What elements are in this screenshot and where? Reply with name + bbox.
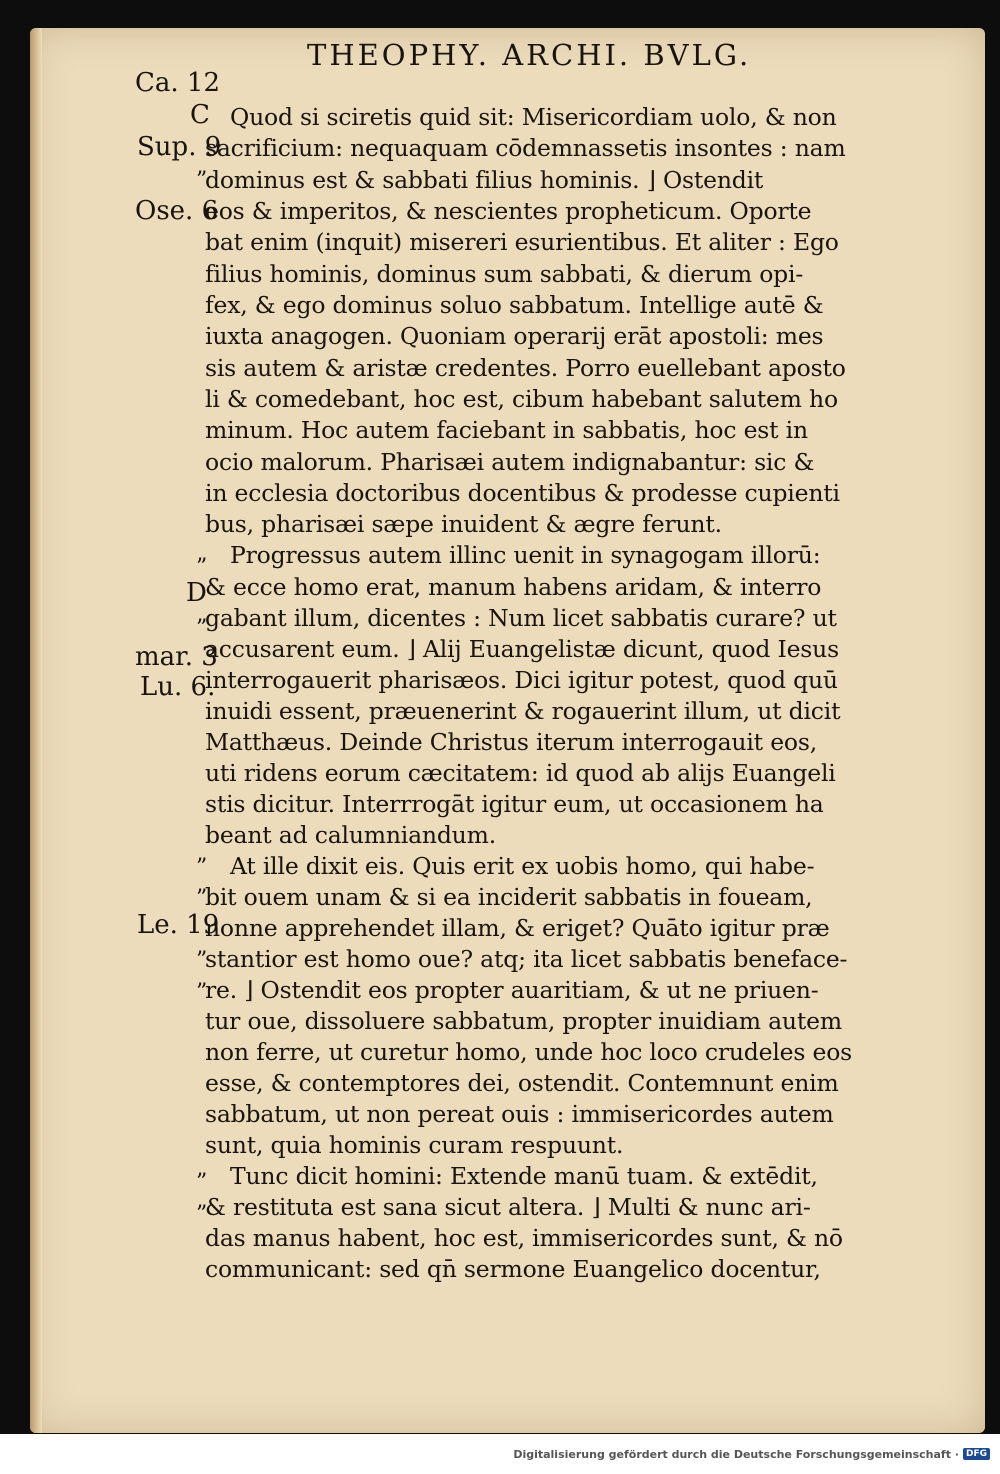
dfg-logo: DFG xyxy=(963,1448,990,1460)
text-line: Quod si sciretis quid sit: Misericordiam uolo, & non xyxy=(230,103,837,131)
text-line: uti ridens eorum cæcitatem: id quod ab alijs Euangeli xyxy=(205,759,836,787)
text-line: sunt, quia hominis curam respuunt. xyxy=(205,1131,624,1159)
margin-quote-mark: ” xyxy=(196,616,208,641)
text-line: sis autem & aristæ credentes. Porro euellebant aposto xyxy=(205,354,846,382)
text-line: stis dicitur. Interrrogāt igitur eum, ut occasionem ha xyxy=(205,790,824,818)
footer-bar xyxy=(0,1434,1000,1474)
text-line: eos & imperitos, & nescientes propheticum. Oporte xyxy=(205,197,812,225)
margin-quote-mark: ” xyxy=(196,948,208,973)
text-line: bus, pharisæi sæpe inuident & ægre ferunt. xyxy=(205,510,722,538)
text-line: tur oue, dissoluere sabbatum, propter inuidiam autem xyxy=(205,1007,842,1035)
text-line: sacrificium: nequaquam cōdemnassetis insontes : nam xyxy=(205,134,846,162)
text-line: bit ouem unam & si ea inciderit sabbatis in foueam, xyxy=(205,883,813,911)
page-edge xyxy=(30,28,42,1433)
funding-credit: Digitalisierung gefördert durch die Deutsche Forschungsgemeinschaft · xyxy=(513,1447,959,1461)
text-line: beant ad calumniandum. xyxy=(205,821,496,849)
margin-quote-mark: ” xyxy=(196,980,208,1005)
text-line: Matthæus. Deinde Christus iterum interrogauit eos, xyxy=(205,728,817,756)
text-line: non ferre, ut curetur homo, unde hoc loco crudeles eos xyxy=(205,1038,853,1066)
margin-quote-mark: ” xyxy=(196,1170,208,1195)
margin-ref-lu: Lu. 6. xyxy=(140,672,216,702)
text-line: minum. Hoc autem faciebant in sabbatis, hoc est in xyxy=(205,416,808,444)
margin-ref-chapter: Ca. 12 xyxy=(135,68,221,98)
text-line: fex, & ego dominus soluo sabbatum. Intellige autē & xyxy=(205,291,824,319)
margin-ref-section-d: D xyxy=(186,578,207,608)
text-line: interrogauerit pharisæos. Dici igitur potest, quod quū xyxy=(205,666,838,694)
margin-quote-mark: ” xyxy=(196,855,208,880)
running-header: THEOPHY. ARCHI. BVLG. xyxy=(307,38,752,72)
text-line: gabant illum, dicentes : Num licet sabbatis curare? ut xyxy=(205,604,837,632)
text-line: stantior est homo oue? atq; ita licet sabbatis beneface- xyxy=(205,945,848,973)
text-line: & restituta est sana sicut altera. ⌋ Multi & nunc ari- xyxy=(205,1193,811,1221)
text-line: Progressus autem illinc uenit in synagogam illorū: xyxy=(230,541,821,569)
margin-quote-mark: ” xyxy=(196,1202,208,1227)
margin-quote-mark: ” xyxy=(196,555,208,580)
text-line: re. ⌋ Ostendit eos propter auaritiam, & ut ne priuen- xyxy=(205,976,819,1004)
text-line: Tunc dicit homini: Extende manū tuam. & extēdit, xyxy=(230,1162,818,1190)
text-line: & ecce homo erat, manum habens aridam, & interro xyxy=(205,573,822,601)
text-line: esse, & contemptores dei, ostendit. Contemnunt enim xyxy=(205,1069,839,1097)
text-line: dominus est & sabbati filius hominis. ⌋ Ostendit xyxy=(205,166,764,194)
margin-ref-sup: Sup. 9 xyxy=(137,132,222,162)
text-line: filius hominis, dominus sum sabbati, & dierum opi- xyxy=(205,260,804,288)
margin-quote-mark: ” xyxy=(196,886,208,911)
text-line: At ille dixit eis. Quis erit ex uobis homo, qui habe- xyxy=(230,852,815,880)
text-line: communicant: sed qn̄ sermone Euangelico docentur, xyxy=(205,1255,821,1283)
margin-ref-mar: mar. 3 xyxy=(135,642,218,672)
text-line: accusarent eum. ⌋ Alij Euangelistæ dicunt, quod Iesus xyxy=(205,635,839,663)
text-line: bat enim (inquit) misereri esurientibus. Et aliter : Ego xyxy=(205,228,839,256)
margin-ref-le: Le. 19 xyxy=(137,910,220,940)
text-line: iuxta anagogen. Quoniam operarij erāt apostoli: mes xyxy=(205,322,824,350)
text-line: nonne apprehendet illam, & eriget? Quāto igitur præ xyxy=(205,914,830,942)
text-line: in ecclesia doctoribus docentibus & prodesse cupienti xyxy=(205,479,840,507)
text-line: inuidi essent, præuenerint & rogauerint illum, ut dicit xyxy=(205,697,841,725)
text-line: das manus habent, hoc est, immisericordes sunt, & nō xyxy=(205,1224,843,1252)
margin-quote-mark: ” xyxy=(196,168,208,193)
text-line: li & comedebant, hoc est, cibum habebant salutem ho xyxy=(205,385,838,413)
text-line: sabbatum, ut non pereat ouis : immisericordes autem xyxy=(205,1100,834,1128)
margin-ref-section-c: C xyxy=(190,100,210,130)
text-line: ocio malorum. Pharisæi autem indignabantur: sic & xyxy=(205,448,815,476)
margin-ref-ose: Ose. 6 xyxy=(135,196,219,226)
